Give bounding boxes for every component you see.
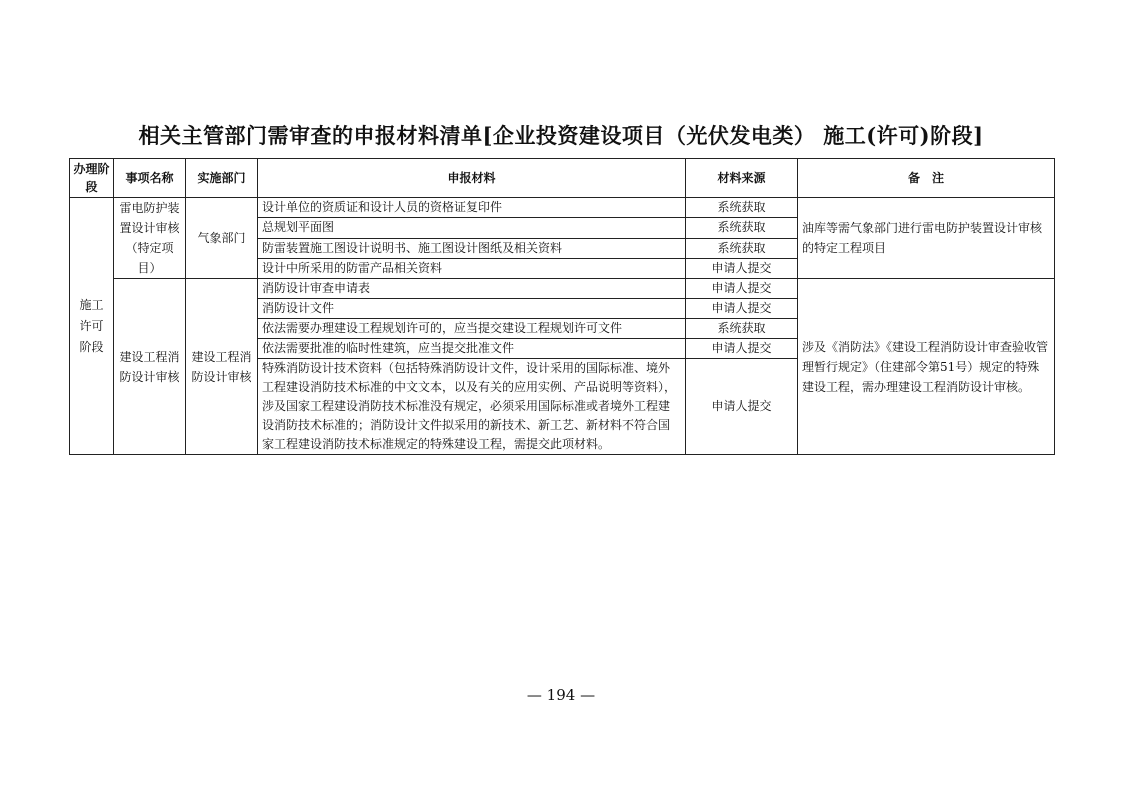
material-cell: 设计中所采用的防雷产品相关资料 <box>258 258 686 278</box>
material-cell: 总规划平面图 <box>258 218 686 238</box>
materials-table <box>69 158 1055 455</box>
dept-cell: 建设工程消防设计审核 <box>186 279 258 455</box>
dept-cell: 气象部门 <box>186 198 258 279</box>
item-name-cell: 建设工程消防设计审核 <box>114 279 186 455</box>
page-title: 相关主管部门需审查的申报材料清单[企业投资建设项目（光伏发电类） 施工(许可)阶段] <box>138 123 984 148</box>
material-cell: 消防设计文件 <box>258 299 686 319</box>
source-cell: 申请人提交 <box>686 339 798 359</box>
item-name-cell: 雷电防护装置设计审核（特定项目） <box>114 198 186 279</box>
source-cell: 系统获取 <box>686 218 798 238</box>
header-dept: 实施部门 <box>186 159 258 198</box>
header-source: 材料来源 <box>686 159 798 198</box>
notes-cell: 涉及《消防法》《建设工程消防设计审查验收管理暂行规定》（住建部令第51号）规定的特殊建设工程，需办理建设工程消防设计审核。 <box>798 279 1055 455</box>
header-notes: 备 注 <box>798 159 1055 198</box>
stage-cell: 施工许可阶段 <box>70 198 114 455</box>
source-cell: 申请人提交 <box>686 359 798 455</box>
header-stage: 办理阶段 <box>70 159 114 198</box>
page-number: — 194 — <box>526 686 596 704</box>
source-cell: 系统获取 <box>686 238 798 258</box>
source-cell: 申请人提交 <box>686 258 798 278</box>
material-cell: 消防设计审查申请表 <box>258 279 686 299</box>
source-cell: 系统获取 <box>686 319 798 339</box>
material-cell: 依法需要办理建设工程规划许可的，应当提交建设工程规划许可文件 <box>258 319 686 339</box>
source-cell: 申请人提交 <box>686 299 798 319</box>
table-row <box>70 198 1055 218</box>
material-cell: 特殊消防设计技术资料（包括特殊消防设计文件，设计采用的国际标准、境外工程建设消防技术标准的中文文本，以及有关的应用实例、产品说明等资料），涉及国家工程建设消防技术标准没有规定，必须采用国际标准或者境外工程建设消防技术标准的；消防设计文件拟采用的新技术、新工艺、新材料不符合国家工程建设消防技术标准规定的特殊建设工程，需提交此项材料。 <box>258 359 686 455</box>
table-header-row <box>70 159 1055 198</box>
material-cell: 防雷装置施工图设计说明书、施工图设计图纸及相关资料 <box>258 238 686 258</box>
notes-cell: 油库等需气象部门进行雷电防护装置设计审核的特定工程项目 <box>798 198 1055 279</box>
material-cell: 依法需要批准的临时性建筑，应当提交批准文件 <box>258 339 686 359</box>
header-materials: 申报材料 <box>258 159 686 198</box>
table-row <box>70 279 1055 299</box>
source-cell: 系统获取 <box>686 198 798 218</box>
material-cell: 设计单位的资质证和设计人员的资格证复印件 <box>258 198 686 218</box>
header-item: 事项名称 <box>114 159 186 198</box>
source-cell: 申请人提交 <box>686 279 798 299</box>
